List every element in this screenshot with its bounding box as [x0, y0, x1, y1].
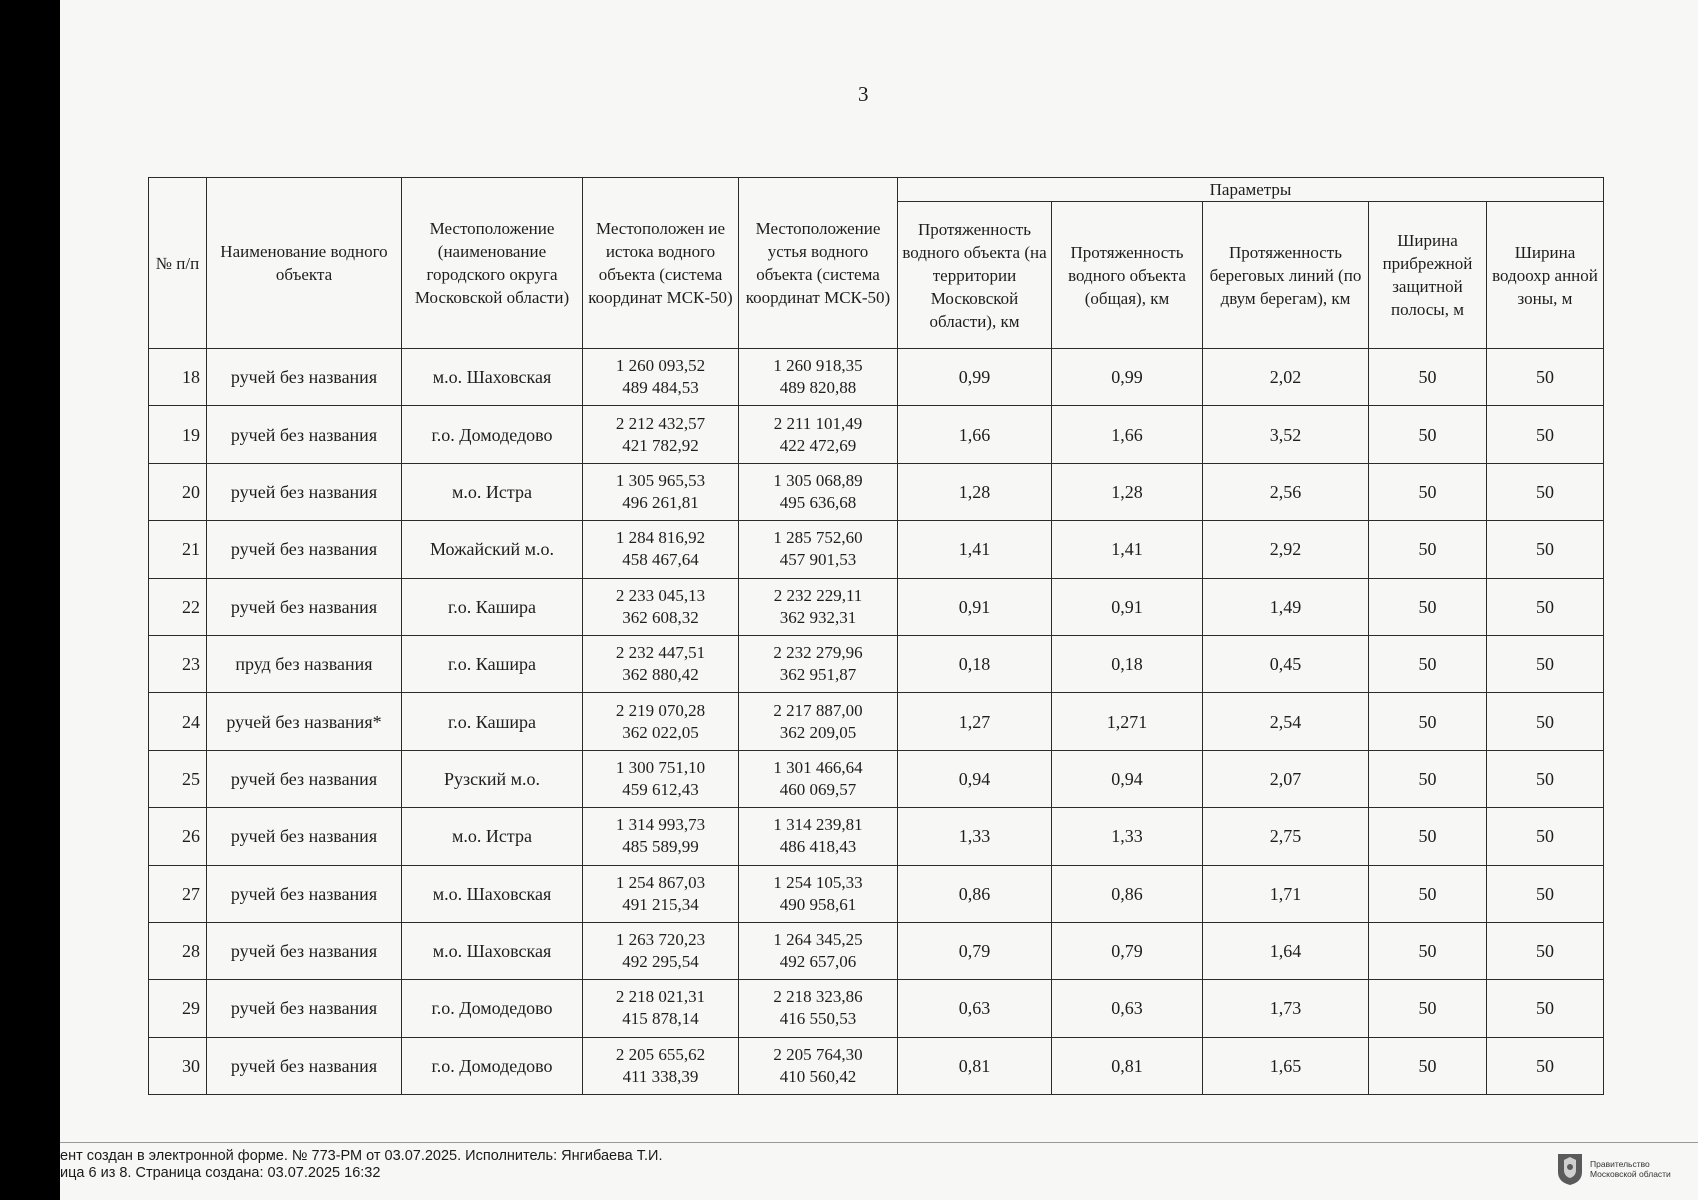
- cell-source: [583, 463, 739, 520]
- cell-strip: 50: [1369, 635, 1487, 692]
- logo-text-line-1: Правительство: [1590, 1159, 1650, 1169]
- left-scan-border: [0, 0, 60, 1200]
- cell-zone: 50: [1487, 980, 1604, 1037]
- table-body: [149, 349, 1604, 1095]
- cell-source-y: 458 467,64: [622, 550, 699, 570]
- cell-mouth: [739, 1037, 898, 1094]
- cell-name: ручей без названия: [207, 463, 402, 520]
- cell-name: ручей без названия*: [207, 693, 402, 750]
- cell-name: ручей без названия: [207, 980, 402, 1037]
- cell-mouth: [739, 521, 898, 578]
- cell-zone: 50: [1487, 1037, 1604, 1094]
- cell-shore: 2,02: [1203, 349, 1369, 406]
- cell-name: ручей без названия: [207, 865, 402, 922]
- cell-len-total: 1,28: [1052, 463, 1203, 520]
- cell-mouth-y: 362 209,05: [779, 722, 857, 742]
- cell-source: [583, 865, 739, 922]
- cell-name: ручей без названия: [207, 922, 402, 979]
- cell-source-y: 411 338,39: [622, 1066, 699, 1086]
- cell-location: м.о. Шаховская: [402, 349, 583, 406]
- cell-zone: 50: [1487, 808, 1604, 865]
- logo-text-line-2: Московской области: [1590, 1169, 1671, 1179]
- cell-source: [583, 922, 739, 979]
- cell-source-x: 2 232 447,51: [615, 643, 706, 663]
- table-row: [149, 521, 1604, 578]
- cell-len-region: 0,81: [898, 1037, 1052, 1094]
- cell-shore: 2,75: [1203, 808, 1369, 865]
- cell-num: 23: [149, 635, 207, 692]
- cell-location: г.о. Домодедово: [402, 1037, 583, 1094]
- cell-mouth-x: 1 254 105,33: [773, 872, 863, 892]
- cell-name: пруд без названия: [207, 635, 402, 692]
- cell-mouth-y: 486 418,43: [779, 837, 857, 857]
- cell-location: Можайский м.о.: [402, 521, 583, 578]
- table-row: [149, 922, 1604, 979]
- header-params: Параметры: [898, 178, 1604, 202]
- cell-mouth: [739, 750, 898, 807]
- cell-len-region: 0,79: [898, 922, 1052, 979]
- cell-strip: 50: [1369, 1037, 1487, 1094]
- footer-line-1: ент создан в электронной форме. № 773-РМ от 03.07.2025. Исполнитель: Янгибаева Т.И.: [60, 1148, 663, 1164]
- cell-source-x: 2 219 070,28: [615, 700, 706, 720]
- cell-len-total: 0,63: [1052, 980, 1203, 1037]
- cell-mouth: [739, 808, 898, 865]
- cell-location: Рузский м.о.: [402, 750, 583, 807]
- cell-location: г.о. Кашира: [402, 693, 583, 750]
- cell-len-region: 0,99: [898, 349, 1052, 406]
- cell-shore: 1,65: [1203, 1037, 1369, 1094]
- cell-num: 21: [149, 521, 207, 578]
- cell-name: ручей без названия: [207, 578, 402, 635]
- cell-zone: 50: [1487, 349, 1604, 406]
- cell-len-region: 1,33: [898, 808, 1052, 865]
- cell-source: [583, 1037, 739, 1094]
- cell-shore: 1,49: [1203, 578, 1369, 635]
- cell-location: г.о. Кашира: [402, 578, 583, 635]
- cell-mouth: [739, 349, 898, 406]
- cell-strip: 50: [1369, 349, 1487, 406]
- footer-divider: [60, 1142, 1698, 1143]
- table-row: [149, 349, 1604, 406]
- cell-strip: 50: [1369, 922, 1487, 979]
- cell-mouth-y: 489 820,88: [779, 378, 857, 398]
- cell-zone: 50: [1487, 521, 1604, 578]
- cell-len-total: 0,18: [1052, 635, 1203, 692]
- cell-len-total: 1,271: [1052, 693, 1203, 750]
- cell-len-region: 0,86: [898, 865, 1052, 922]
- cell-shore: 1,73: [1203, 980, 1369, 1037]
- cell-mouth-y: 495 636,68: [779, 492, 857, 512]
- cell-len-total: 1,41: [1052, 521, 1203, 578]
- cell-source-x: 1 284 816,92: [615, 528, 706, 548]
- cell-mouth-x: 1 260 918,35: [773, 356, 863, 376]
- cell-len-region: 0,18: [898, 635, 1052, 692]
- cell-strip: 50: [1369, 521, 1487, 578]
- cell-source: [583, 693, 739, 750]
- cell-len-region: 1,41: [898, 521, 1052, 578]
- cell-location: м.о. Шаховская: [402, 865, 583, 922]
- cell-mouth: [739, 406, 898, 463]
- cell-source-x: 1 300 751,10: [615, 757, 706, 777]
- cell-strip: 50: [1369, 693, 1487, 750]
- cell-mouth-x: 2 217 887,00: [773, 700, 863, 720]
- cell-name: ручей без названия: [207, 349, 402, 406]
- header-strip: Ширина прибрежной защитной полосы, м: [1369, 202, 1487, 349]
- cell-shore: 2,07: [1203, 750, 1369, 807]
- cell-mouth: [739, 693, 898, 750]
- cell-num: 25: [149, 750, 207, 807]
- water-objects-table: [148, 177, 1604, 1095]
- cell-mouth-x: 1 264 345,25: [773, 930, 863, 950]
- cell-len-total: 0,99: [1052, 349, 1203, 406]
- cell-len-total: 0,91: [1052, 578, 1203, 635]
- cell-source-x: 1 305 965,53: [615, 470, 706, 490]
- header-row-top: [149, 178, 1604, 202]
- cell-mouth-y: 422 472,69: [779, 435, 857, 455]
- cell-mouth-y: 492 657,06: [779, 952, 857, 972]
- table-row: [149, 578, 1604, 635]
- cell-location: г.о. Домодедово: [402, 980, 583, 1037]
- cell-shore: 2,54: [1203, 693, 1369, 750]
- table-row: [149, 406, 1604, 463]
- cell-mouth-x: 2 232 229,11: [773, 585, 863, 605]
- cell-num: 18: [149, 349, 207, 406]
- cell-zone: 50: [1487, 635, 1604, 692]
- header-len-total: Протяженность водного объекта (общая), км: [1052, 202, 1203, 349]
- cell-strip: 50: [1369, 865, 1487, 922]
- cell-source: [583, 750, 739, 807]
- cell-len-region: 0,94: [898, 750, 1052, 807]
- cell-len-region: 1,28: [898, 463, 1052, 520]
- cell-source: [583, 980, 739, 1037]
- cell-len-total: 1,33: [1052, 808, 1203, 865]
- cell-mouth-x: 2 218 323,86: [773, 987, 863, 1007]
- cell-name: ручей без названия: [207, 750, 402, 807]
- cell-mouth-y: 460 069,57: [779, 779, 857, 799]
- cell-zone: 50: [1487, 922, 1604, 979]
- cell-location: м.о. Истра: [402, 463, 583, 520]
- cell-mouth-x: 1 314 239,81: [773, 815, 863, 835]
- cell-shore: 3,52: [1203, 406, 1369, 463]
- cell-location: м.о. Шаховская: [402, 922, 583, 979]
- cell-num: 19: [149, 406, 207, 463]
- table-row: [149, 750, 1604, 807]
- cell-len-region: 0,63: [898, 980, 1052, 1037]
- cell-source-x: 2 218 021,31: [615, 987, 706, 1007]
- cell-len-total: 1,66: [1052, 406, 1203, 463]
- header-name: Наименование водного объекта: [207, 178, 402, 349]
- cell-source-y: 362 022,05: [622, 722, 699, 742]
- cell-source-y: 421 782,92: [622, 435, 699, 455]
- cell-mouth: [739, 980, 898, 1037]
- cell-source-x: 1 260 093,52: [615, 356, 706, 376]
- cell-location: м.о. Истра: [402, 808, 583, 865]
- cell-len-total: 0,81: [1052, 1037, 1203, 1094]
- cell-num: 29: [149, 980, 207, 1037]
- header-source: Местоположен ие истока водного объекта (система координат МСК-50): [583, 178, 739, 349]
- header-zone: Ширина водоохр анной зоны, м: [1487, 202, 1604, 349]
- cell-source-y: 415 878,14: [622, 1009, 699, 1029]
- cell-location: г.о. Кашира: [402, 635, 583, 692]
- cell-name: ручей без названия: [207, 1037, 402, 1094]
- cell-source-y: 496 261,81: [622, 492, 699, 512]
- cell-mouth-x: 2 211 101,49: [773, 413, 863, 433]
- cell-source-x: 1 254 867,03: [615, 872, 706, 892]
- cell-source: [583, 578, 739, 635]
- cell-mouth-y: 416 550,53: [779, 1009, 857, 1029]
- moscow-region-emblem-icon: [1556, 1152, 1584, 1186]
- cell-len-region: 1,27: [898, 693, 1052, 750]
- cell-mouth-x: 1 305 068,89: [773, 470, 863, 490]
- cell-source: [583, 635, 739, 692]
- table-row: [149, 463, 1604, 520]
- cell-mouth-y: 490 958,61: [779, 894, 857, 914]
- header-location: Местоположение (наименование городского округа Московской области): [402, 178, 583, 349]
- cell-len-total: 0,86: [1052, 865, 1203, 922]
- cell-strip: 50: [1369, 406, 1487, 463]
- cell-mouth-x: 2 205 764,30: [773, 1044, 863, 1064]
- cell-source: [583, 349, 739, 406]
- footer: [60, 1148, 662, 1182]
- cell-num: 26: [149, 808, 207, 865]
- header-len-region: Протяженность водного объекта (на территории Московской области), км: [898, 202, 1052, 349]
- water-objects-table-container: [148, 177, 1603, 1095]
- cell-num: 30: [149, 1037, 207, 1094]
- table-row: [149, 865, 1604, 922]
- cell-shore: 0,45: [1203, 635, 1369, 692]
- cell-source-y: 362 880,42: [622, 665, 699, 685]
- cell-shore: 1,64: [1203, 922, 1369, 979]
- header-shore: Протяженность береговых линий (по двум берегам), км: [1203, 202, 1369, 349]
- cell-mouth: [739, 578, 898, 635]
- table-row: [149, 693, 1604, 750]
- footer-line-2: ица 6 из 8. Страница создана: 03.07.2025 16:32: [60, 1165, 381, 1181]
- cell-source-x: 1 263 720,23: [615, 930, 706, 950]
- cell-shore: 2,92: [1203, 521, 1369, 578]
- cell-strip: 50: [1369, 750, 1487, 807]
- cell-mouth-y: 362 951,87: [779, 665, 857, 685]
- cell-source: [583, 808, 739, 865]
- cell-mouth: [739, 635, 898, 692]
- cell-zone: 50: [1487, 865, 1604, 922]
- cell-source: [583, 521, 739, 578]
- cell-mouth-x: 1 301 466,64: [773, 757, 863, 777]
- cell-source-y: 492 295,54: [622, 952, 699, 972]
- cell-source-y: 489 484,53: [622, 378, 699, 398]
- cell-strip: 50: [1369, 808, 1487, 865]
- cell-strip: 50: [1369, 578, 1487, 635]
- cell-mouth-x: 1 285 752,60: [773, 528, 863, 548]
- cell-mouth: [739, 865, 898, 922]
- cell-shore: 2,56: [1203, 463, 1369, 520]
- cell-strip: 50: [1369, 463, 1487, 520]
- table-row: [149, 808, 1604, 865]
- cell-source-x: 2 233 045,13: [615, 585, 706, 605]
- cell-source-y: 362 608,32: [622, 607, 699, 627]
- cell-num: 22: [149, 578, 207, 635]
- cell-zone: 50: [1487, 693, 1604, 750]
- table-row: [149, 980, 1604, 1037]
- government-logo: [1556, 1152, 1671, 1186]
- cell-shore: 1,71: [1203, 865, 1369, 922]
- cell-strip: 50: [1369, 980, 1487, 1037]
- cell-num: 28: [149, 922, 207, 979]
- cell-zone: 50: [1487, 578, 1604, 635]
- cell-zone: 50: [1487, 463, 1604, 520]
- cell-len-region: 0,91: [898, 578, 1052, 635]
- cell-mouth-y: 457 901,53: [779, 550, 857, 570]
- cell-source-y: 485 589,99: [622, 837, 699, 857]
- cell-mouth-x: 2 232 279,96: [773, 643, 863, 663]
- header-mouth: Местоположение устья водного объекта (система координат МСК-50): [739, 178, 898, 349]
- header-num: № п/п: [149, 178, 207, 349]
- cell-mouth: [739, 463, 898, 520]
- cell-num: 24: [149, 693, 207, 750]
- table-row: [149, 635, 1604, 692]
- cell-source-y: 491 215,34: [622, 894, 699, 914]
- cell-len-total: 0,79: [1052, 922, 1203, 979]
- cell-mouth-y: 362 932,31: [779, 607, 857, 627]
- cell-mouth: [739, 922, 898, 979]
- table-row: [149, 1037, 1604, 1094]
- cell-num: 20: [149, 463, 207, 520]
- cell-source-y: 459 612,43: [622, 779, 699, 799]
- cell-name: ручей без названия: [207, 808, 402, 865]
- cell-source-x: 2 205 655,62: [615, 1044, 706, 1064]
- cell-zone: 50: [1487, 406, 1604, 463]
- cell-mouth-y: 410 560,42: [779, 1066, 857, 1086]
- cell-location: г.о. Домодедово: [402, 406, 583, 463]
- cell-zone: 50: [1487, 750, 1604, 807]
- logo-text: [1590, 1159, 1671, 1179]
- cell-source-x: 2 212 432,57: [615, 413, 706, 433]
- cell-source-x: 1 314 993,73: [615, 815, 706, 835]
- cell-len-region: 1,66: [898, 406, 1052, 463]
- cell-name: ручей без названия: [207, 406, 402, 463]
- page-number: 3: [858, 82, 869, 106]
- cell-source: [583, 406, 739, 463]
- cell-name: ручей без названия: [207, 521, 402, 578]
- cell-len-total: 0,94: [1052, 750, 1203, 807]
- cell-num: 27: [149, 865, 207, 922]
